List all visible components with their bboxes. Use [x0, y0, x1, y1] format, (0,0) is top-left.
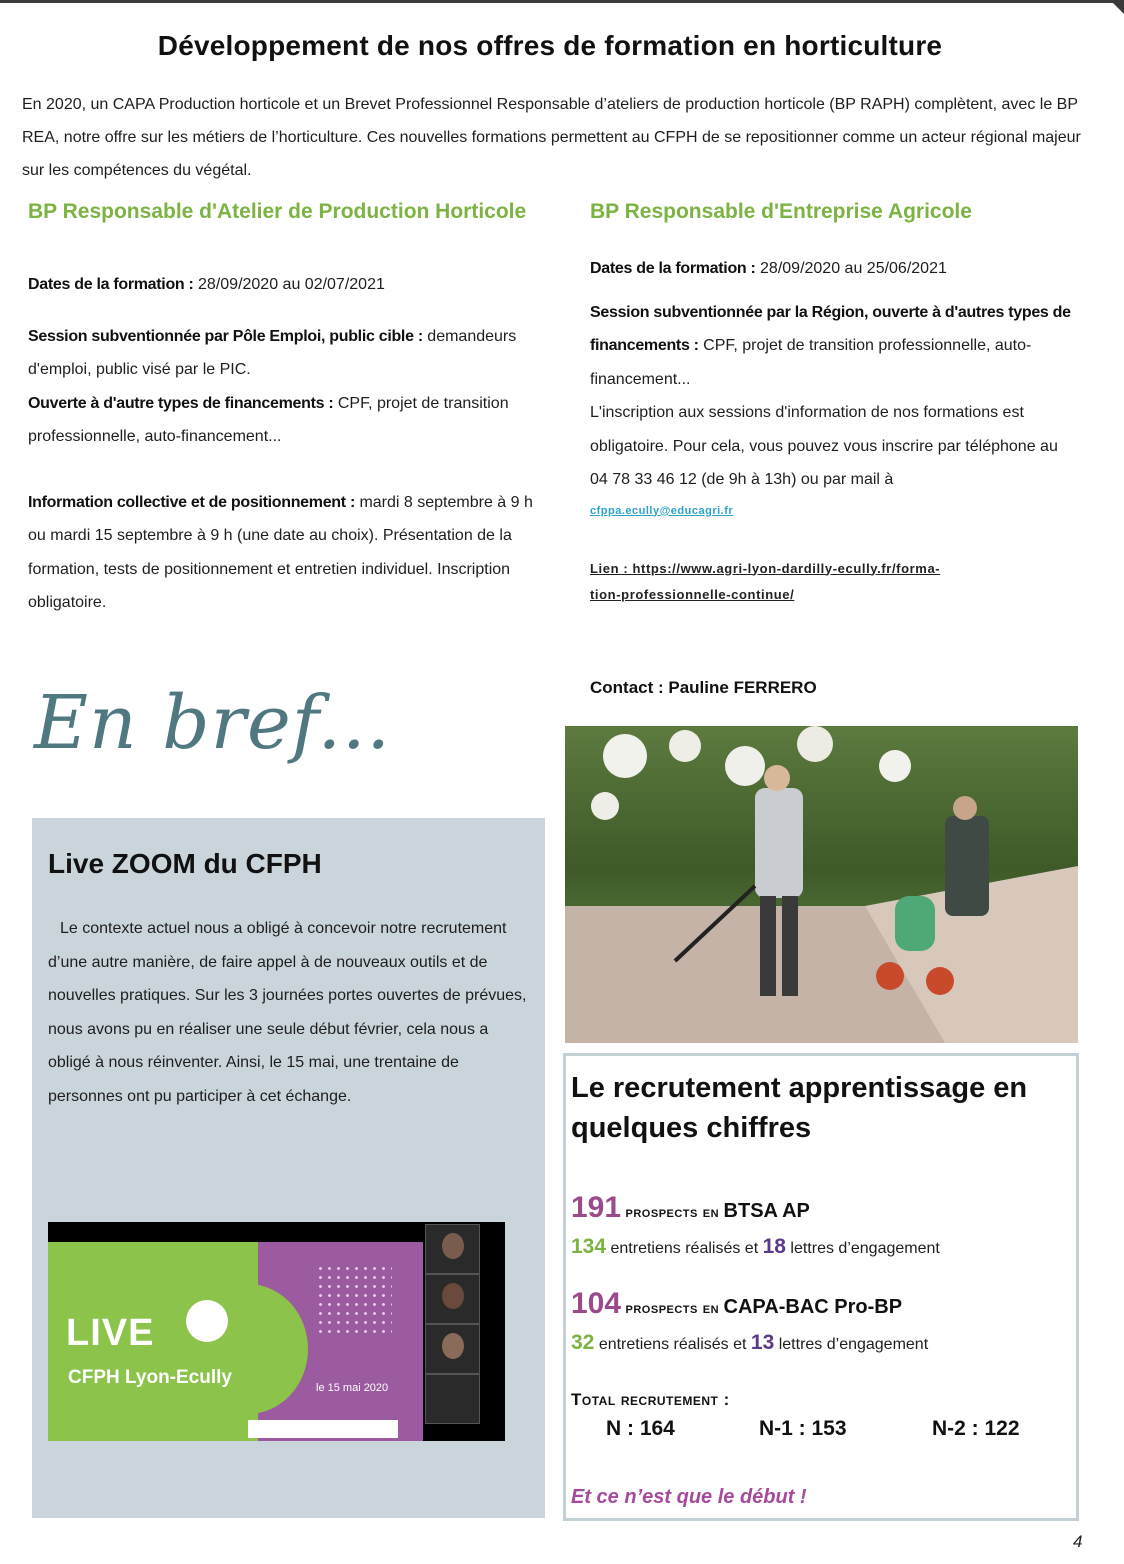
- left-financement: Ouverte à d'autre types de financements : CPF, projet de transition professionnelle, auto-financement...: [28, 394, 509, 445]
- capa-lettres-number: 13: [750, 1331, 775, 1354]
- en-bref-title: En bref...: [34, 680, 392, 766]
- cfph-logo-icon: [186, 1300, 228, 1342]
- left-formation-section: [28, 198, 528, 226]
- total-n-1: N-1 : 153: [759, 1417, 847, 1440]
- page-number: 4: [1073, 1532, 1083, 1551]
- garden-photo-illustration: [565, 726, 1078, 1043]
- stats-group-btsa: 191 prospects en BTSA AP 134 entretiens réalisés et 18 lettres d’engagement: [571, 1191, 940, 1258]
- slide-live-text: LIVE: [66, 1312, 155, 1354]
- left-formation-heading: BP Responsable d'Atelier de Production Horticole: [28, 200, 527, 223]
- capa-formation-label: CAPA-BAC Pro-BP: [723, 1296, 903, 1318]
- email-container: [590, 497, 1080, 524]
- capa-prospects-number: 104: [571, 1287, 622, 1320]
- zoom-slide: [48, 1242, 423, 1441]
- page-title: Développement de nos offres de formation en horticulture: [157, 30, 943, 61]
- slide-name-text: CFPH Lyon-Ecully: [68, 1367, 232, 1388]
- participant-thumbnail: [425, 1274, 480, 1324]
- stats-heading: Le recrutement apprentissage en quelques chiffres: [571, 1072, 1028, 1144]
- btsa-prospects-label: prospects en: [625, 1204, 720, 1221]
- left-formation-body: [28, 268, 548, 620]
- slide-footer-logos: [248, 1420, 398, 1438]
- email-link[interactable]: cfppa.ecully@educagri.fr: [590, 504, 734, 517]
- right-formation-heading: BP Responsable d'Entreprise Agricole: [590, 200, 972, 223]
- intro-paragraph: En 2020, un CAPA Production horticole et un Brevet Professionnel Responsable d’ateliers de production horticole (BP RAPH) complètent, avec le BP REA, notre offre sur les métiers de l’horticulture. Ces nouvelles formations permettent au CFPH de se repositionner comme un acteur régional majeur sur les compétences du végétal.: [22, 96, 1081, 179]
- left-dates: Dates de la formation : 28/09/2020 au 02/07/2021: [28, 276, 385, 293]
- tagline: Et ce n’est que le début !: [571, 1486, 807, 1508]
- right-session: Session subventionnée par la Région, ouverte à d'autres types de financements : CPF, projet de transition professionnelle, auto-financement...: [590, 303, 1071, 388]
- participant-thumbnail: [425, 1324, 480, 1374]
- left-information: Information collective et de positionnement : mardi 8 septembre à 9 h ou mardi 15 septembre à 9 h (une date au choix). Présentation de la formation, tests de positionnement et entretien individuel. Inscription obligatoire.: [28, 493, 533, 611]
- right-dates: Dates de la formation : 28/09/2020 au 25/06/2021: [590, 260, 947, 277]
- total-n: N : 164: [606, 1417, 675, 1440]
- btsa-prospects-number: 191: [571, 1191, 622, 1224]
- top-border: [0, 0, 1124, 3]
- zoom-screenshot: [48, 1222, 505, 1441]
- btsa-entretiens-number: 134: [571, 1235, 607, 1258]
- garden-photo: [565, 726, 1078, 1043]
- participant-thumbnail: [425, 1224, 480, 1274]
- live-zoom-text: Le contexte actuel nous a obligé à concevoir notre recrutement d’une autre manière, de faire appel à de nouveaux outils et de nouvelles pratiques. Sur les 3 journées portes ouvertes de prévues, nous avons pu en réaliser une seule début février, cela nous a obligé à nous réinventer. Ainsi, le 15 mai, une trentaine de personnes ont pu participer à cet échange.: [48, 920, 527, 1105]
- participant-thumbnail: [425, 1374, 480, 1424]
- right-inscription: L'inscription aux sessions d'information de nos formations est obligatoire. Pour cela, vous pouvez vous inscrire par téléphone au 04 78 33 46 12 (de 9h à 13h) ou par mail à: [590, 404, 1058, 488]
- btsa-lettres-number: 18: [762, 1235, 786, 1258]
- live-zoom-heading: Live ZOOM du CFPH: [48, 848, 322, 879]
- capa-entretiens-number: 32: [571, 1331, 595, 1354]
- page-corner: [1110, 0, 1124, 14]
- web-link-line-1[interactable]: Lien : https://www.agri-lyon-dardilly-ecully.fr/forma-: [590, 560, 941, 576]
- capa-prospects-label: prospects en: [625, 1300, 720, 1317]
- slide-dot-pattern: [316, 1264, 392, 1334]
- total-recrutement-label: Total recrutement :: [571, 1390, 730, 1409]
- slide-date-text: le 15 mai 2020: [316, 1382, 389, 1394]
- web-link-block: [590, 552, 1080, 605]
- right-formation-section: [590, 198, 1090, 226]
- total-n-2: N-2 : 122: [932, 1417, 1020, 1440]
- contact-line: Contact : Pauline FERRERO: [590, 678, 817, 697]
- right-formation-body: [590, 252, 1080, 605]
- left-session: Session subventionnée par Pôle Emploi, public cible : demandeurs d'emploi, public visé par le PIC.: [28, 327, 517, 378]
- stats-group-capa: 104 prospects en CAPA-BAC Pro-BP 32 entretiens réalisés et 13 lettres d’engagement: [571, 1287, 929, 1354]
- btsa-formation-label: BTSA AP: [723, 1200, 810, 1222]
- web-link-line-2[interactable]: tion-professionnelle-continue/: [590, 586, 795, 602]
